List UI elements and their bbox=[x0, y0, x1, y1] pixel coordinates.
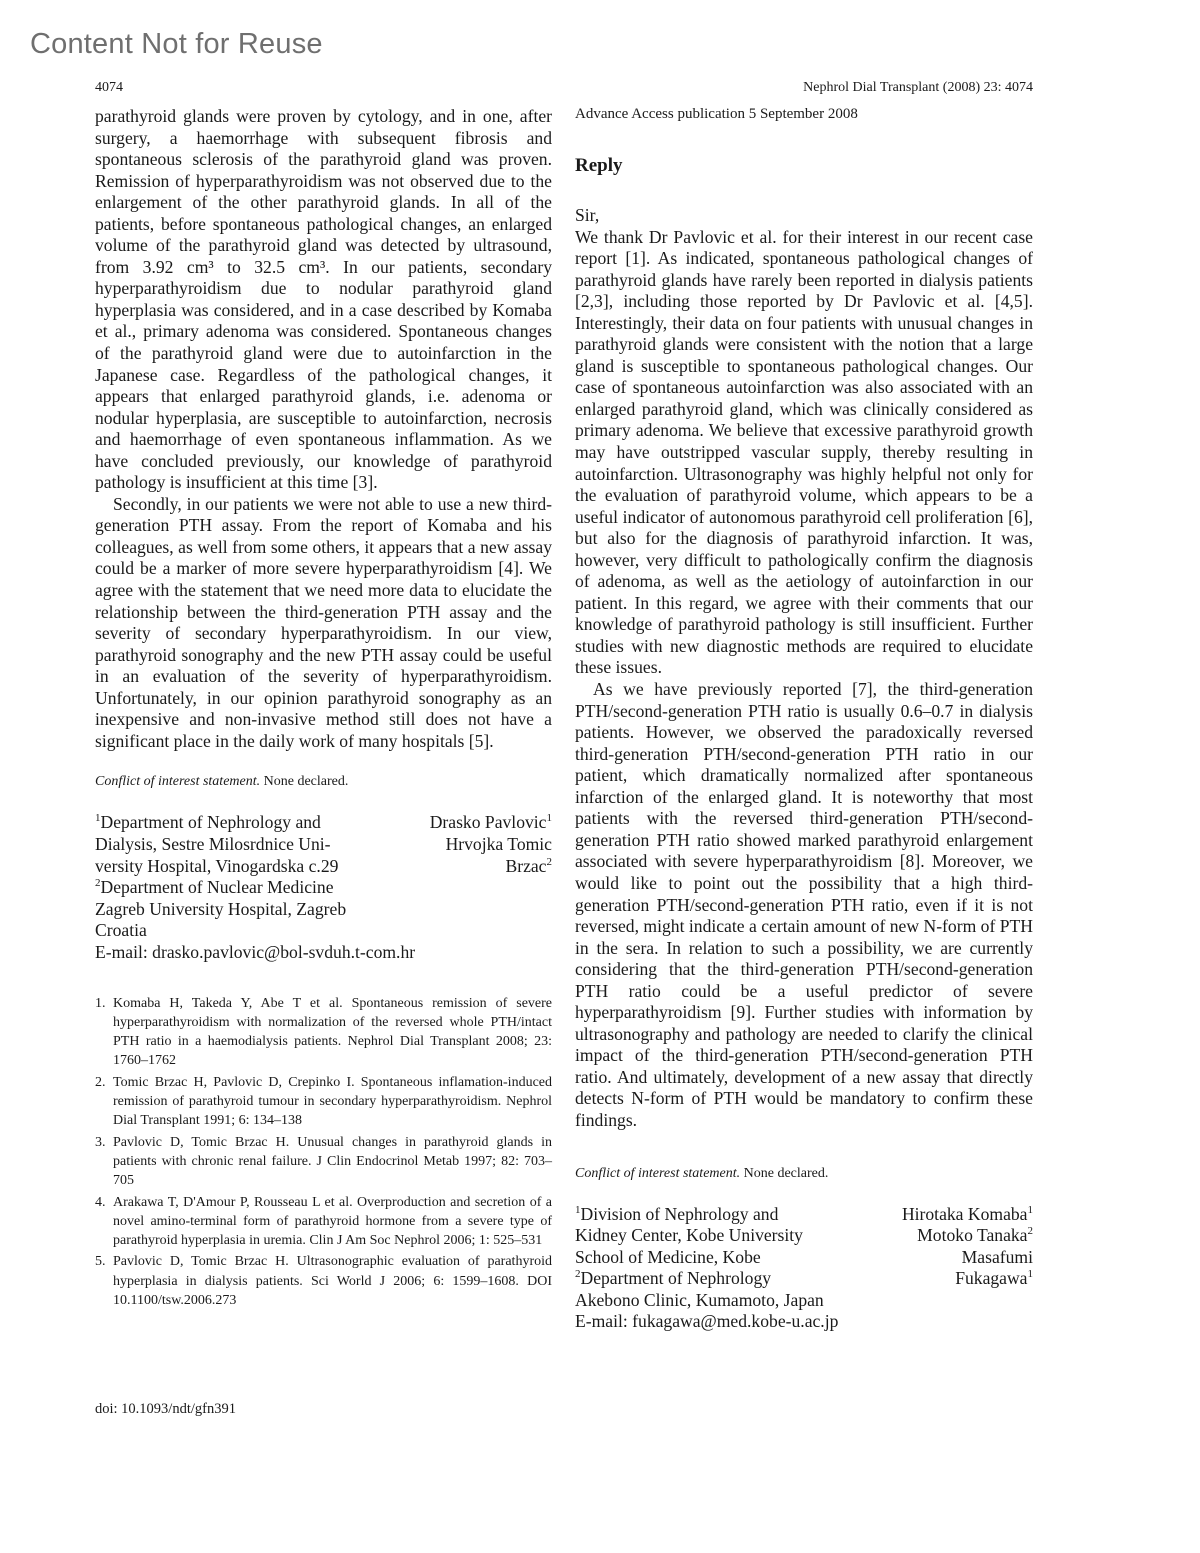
letter-paragraph-2: Secondly, in our patients we were not able to use a new third-generation PTH assay. From the report of Komaba and his colleagues, as well from some others, it appears that a new assay could be a marker of more severe hyperparathyroidism [4]. We agree with the statement that we need more data to elucidate the relationship between the third-generation PTH assay and the severity of secondary hyperparathyroidism. In our view, parathyroid sonography and the new PTH assay could be useful in an evaluation of the severity of hyperparathyroidism. Unfortunately, in our opinion parathyroid sonography as an inexpensive and non-invasive method still does not have a significant place in the daily work of many hospitals [5]. bbox=[95, 493, 552, 751]
conflict-of-interest bbox=[575, 1166, 1033, 1182]
author-name-line bbox=[402, 812, 552, 834]
author-affiliation-block bbox=[575, 1204, 1033, 1334]
affiliation-marker: 1 bbox=[575, 1203, 581, 1216]
affiliation-marker: 1 bbox=[95, 812, 101, 825]
coi-text: None declared. bbox=[260, 774, 349, 790]
affiliation-marker: 2 bbox=[95, 877, 101, 890]
author-name: Masafumi bbox=[961, 1246, 1033, 1267]
affiliation-marker: 1 bbox=[1027, 1268, 1033, 1281]
right-column bbox=[575, 106, 1033, 1333]
coi-label: Conflict of interest statement. bbox=[95, 774, 261, 790]
reference-item bbox=[95, 1073, 552, 1131]
affiliation-line bbox=[575, 1290, 875, 1312]
author-name: Hrvojka Tomic bbox=[445, 834, 552, 854]
letter-paragraph-1: parathyroid glands were proven by cytology, and in one, after surgery, a haemorrhage with subsequent fibrosis and spontaneous sclerosis of the parathyroid gland was proven. Remission of hyperparathyroidism was not observed due to the enlargement of the other parathyroid glands. In all of the patients, before spontaneous pathological changes, an enlarged volume of the parathyroid gland was detected by ultrasound, from 3.92 cm³ to 32.5 cm³. In our patients, secondary hyperparathyroidism due to nodular parathyroid gland hyperplasia was considered, and in a case described by Komaba et al., primary adenoma was considered. Spontaneous changes of the parathyroid gland were due to autoinfarction in the Japanese case. Regardless of the pathological changes, it appears that enlarged parathyroid glands, i.e. adenoma or nodular hyperplasia, are susceptible to autoinfarction, necrosis and haemorrhage of even spontaneous inflammation. As we have concluded previously, our knowledge of parathyroid pathology is insufficient at this time [3]. bbox=[95, 106, 552, 493]
affiliation-text: E-mail: fukagawa@med.kobe-u.ac.jp bbox=[575, 1311, 839, 1332]
affiliation-line bbox=[95, 856, 395, 878]
reply-paragraph-1: We thank Dr Pavlovic et al. for their interest in our recent case report [1]. As indicated, spontaneous pathological changes of parathyroid glands have rarely been reported in dialysis patients [2,3], including those reported by Dr Pavlovic et al. [4,5]. Interestingly, their data on four patients with unusual changes in parathyroid glands were consistent with the notion that a large gland is susceptible to spontaneous pathological changes. Our case of spontaneous autoinfarction was also associated with an enlarged parathyroid gland, which was clinically considered as primary adenoma. We believe that excessive parathyroid growth may have outstripped vascular supply, thereby resulting in autoinfarction. Ultrasonography was highly helpful not only for the evaluation of parathyroid volume, which appears to be a useful indicator of autonomous parathyroid cell proliferation [6], but also for the diagnosis of parathyroid infarction. It was, however, very difficult to pathologically confirm the diagnosis of adenoma, as well as the aetiology of autoinfarction in our patient. In this regard, we agree with their comments that our knowledge of parathyroid pathology is still insufficient. Further studies with new diagnostic methods are required to elucidate these issues. bbox=[575, 226, 1033, 678]
reference-text: Komaba H, Takeda Y, Abe T et al. Spontaneous remission of severe hyperparathyroidism with normalization of the reversed whole PTH/intact PTH ratio in a haemodialysis patients. Nephrol Dial Transplant 2008; 23: 1760–1762 bbox=[113, 995, 552, 1069]
reference-item bbox=[95, 1133, 552, 1191]
affiliation-text: Zagreb University Hospital, Zagreb bbox=[95, 898, 347, 919]
affiliation-line bbox=[575, 1225, 875, 1247]
affiliation-marker: 2 bbox=[1027, 1225, 1033, 1238]
watermark: Content Not for Reuse bbox=[30, 28, 323, 60]
author-name: Drasko Pavlovic bbox=[429, 812, 547, 833]
author-name-line bbox=[883, 1247, 1033, 1269]
reference-number: 2. bbox=[95, 1074, 106, 1090]
affiliation-line bbox=[575, 1247, 875, 1269]
reply-paragraph-2: As we have previously reported [7], the third-generation PTH/second-generation PTH ratio is usually 0.6–0.7 in dialysis patients. However, we observed the paradoxically reversed third-generation PTH/second-generation PTH ratio in our patient, which dramatically normalized after spontaneous infarction of the enlarged gland. It is noteworthy that most patients with the reversed third-generation PTH/second-generation PTH ratio showed marked parathyroid enlargement associated with severe hyperparathyroidism [8]. Moreover, we would like to point out the possibility that a high third-generation PTH/second-generation PTH ratio, even if it is not reversed, might indicate a certain amount of new N-form of PTH in the sera. In relation to such a possibility, we are currently considering that the third-generation PTH/second-generation PTH ratio could be a useful predictor of severe hyperparathyroidism [9]. Further studies with information by ultrasonography and pathology are needed to clarify the clinical impact of the third-generation PTH/second-generation PTH ratio. And ultimately, development of a new assay that directly detects N-form of PTH would be mandatory to confirm these findings. bbox=[575, 679, 1033, 1130]
page-number: 4074 bbox=[95, 80, 123, 95]
author-affiliation-block bbox=[95, 812, 552, 963]
reference-number: 1. bbox=[95, 995, 106, 1011]
coi-label: Conflict of interest statement. bbox=[575, 1165, 741, 1181]
affiliation-marker: 2 bbox=[546, 855, 552, 868]
journal-citation: Nephrol Dial Transplant (2008) 23: 4074 bbox=[803, 80, 1033, 95]
affiliation-line bbox=[95, 920, 395, 942]
advance-access-note: Advance Access publication 5 September 2008 bbox=[575, 106, 858, 122]
affiliation-text: versity Hospital, Vinogardska c.29 bbox=[95, 855, 339, 876]
affiliation-line bbox=[575, 1204, 875, 1226]
left-column bbox=[95, 106, 552, 1312]
coi-text: None declared. bbox=[740, 1165, 829, 1181]
affiliation-text: Division of Nephrology and bbox=[580, 1203, 779, 1224]
affiliation-text: Kidney Center, Kobe University bbox=[575, 1225, 803, 1246]
affiliation-line bbox=[95, 899, 395, 921]
affiliation bbox=[575, 1204, 875, 1334]
affiliation-text: Dialysis, Sestre Milosrdnice Uni- bbox=[95, 834, 331, 854]
author-name: Fukagawa bbox=[955, 1268, 1028, 1289]
reference-number: 5. bbox=[95, 1254, 106, 1270]
affiliation-line bbox=[575, 1311, 875, 1333]
author-name: Brzac bbox=[505, 855, 547, 876]
author-name: Motoko Tanaka bbox=[917, 1225, 1028, 1246]
reference-text: Pavlovic D, Tomic Brzac H. Ultrasonographic evaluation of parathyroid hyperplasia in dialysis patients. Sci World J 2006; 6: 1599–1608. DOI 10.1100/tsw.2006.273 bbox=[113, 1254, 552, 1309]
author-names bbox=[883, 1204, 1033, 1334]
author-name: Hirotaka Komaba bbox=[901, 1203, 1028, 1224]
affiliation-marker: 2 bbox=[575, 1268, 581, 1281]
author-name-line bbox=[402, 834, 552, 856]
affiliation-text: Department of Nuclear Medicine bbox=[100, 877, 334, 898]
affiliation-line bbox=[575, 1268, 875, 1290]
reference-number: 4. bbox=[95, 1194, 106, 1210]
reference-item bbox=[95, 994, 552, 1071]
author-name-line bbox=[883, 1204, 1033, 1226]
affiliation-text: Department of Nephrology bbox=[580, 1268, 772, 1289]
reference-number: 3. bbox=[95, 1134, 106, 1150]
doi: doi: 10.1093/ndt/gfn391 bbox=[95, 1401, 236, 1417]
salutation: Sir, bbox=[575, 205, 600, 225]
affiliation-text: Department of Nephrology and bbox=[100, 812, 321, 833]
author-name-line bbox=[402, 856, 552, 878]
reference-text: Pavlovic D, Tomic Brzac H. Unusual changes in parathyroid glands in patients with chronic renal failure. J Clin Endocrinol Metab 1997; 82: 703–705 bbox=[113, 1134, 552, 1189]
author-name-line bbox=[883, 1225, 1033, 1247]
affiliation-text: Akebono Clinic, Kumamoto, Japan bbox=[575, 1289, 824, 1310]
affiliation-line bbox=[95, 834, 395, 856]
affiliation-text: Croatia bbox=[95, 920, 147, 941]
affiliation-text: E-mail: drasko.pavlovic@bol-svduh.t-com.hr bbox=[95, 941, 416, 962]
reference-item bbox=[95, 1193, 552, 1251]
affiliation bbox=[95, 812, 416, 963]
reference-list bbox=[95, 994, 552, 1311]
author-names bbox=[402, 812, 552, 963]
affiliation-line bbox=[95, 812, 395, 834]
conflict-of-interest bbox=[95, 774, 552, 790]
affiliation-marker: 1 bbox=[1027, 1203, 1033, 1216]
reference-item bbox=[95, 1252, 552, 1310]
author-name-line bbox=[883, 1268, 1033, 1290]
affiliation-line bbox=[95, 941, 416, 964]
reference-text: Arakawa T, D'Amour P, Rousseau L et al. Overproduction and secretion of a novel amino-terminal form of parathyroid hormone from a severe type of parathyroid hyperplasia in uremia. Clin J Am Soc Nephrol 2006; 1: 525–531 bbox=[113, 1194, 552, 1249]
reference-text: Tomic Brzac H, Pavlovic D, Crepinko I. Spontaneous inflamation-induced remission of parathyroid tumour in secondary hyperparathyroidism. Nephrol Dial Transplant 1991; 6: 134–138 bbox=[113, 1074, 552, 1129]
affiliation-text: School of Medicine, Kobe bbox=[575, 1246, 761, 1267]
affiliation-marker: 1 bbox=[546, 812, 552, 825]
affiliation-line bbox=[95, 877, 395, 899]
reply-title: Reply bbox=[575, 155, 623, 176]
